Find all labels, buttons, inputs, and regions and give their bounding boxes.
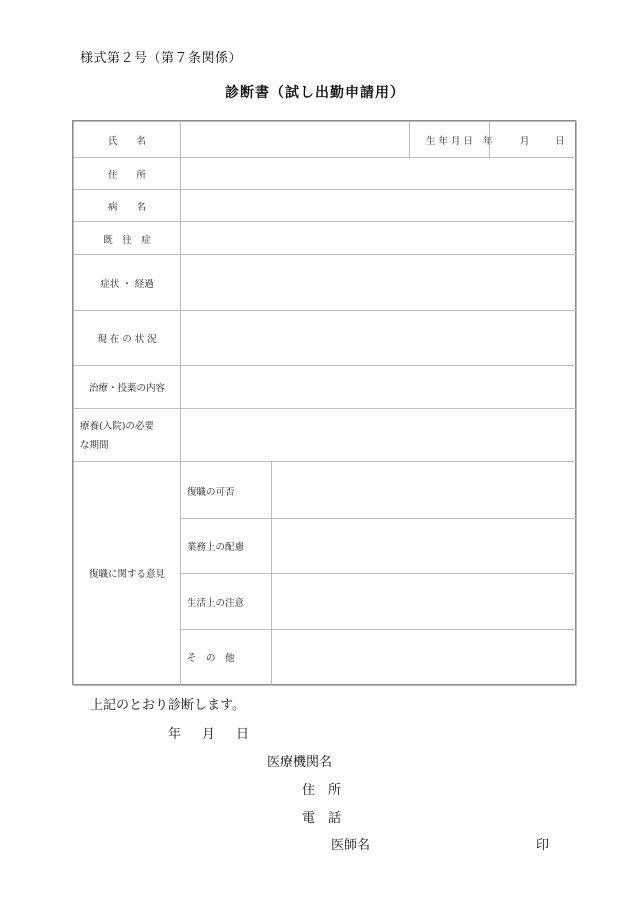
life-caution-label: 生活上の注意 xyxy=(187,598,245,609)
current-status-label: 現 在 の 状 況 xyxy=(97,334,157,345)
other-label: そ の 他 xyxy=(187,653,235,664)
form-number: 様式第２号（第７条関係） xyxy=(80,51,243,66)
disease-label: 病 名 xyxy=(107,202,146,213)
history-label: 既 往 症 xyxy=(103,235,151,246)
symptoms-label: 症状 ・ 経過 xyxy=(100,279,154,290)
doctor-name-label: 医師名 xyxy=(331,838,371,853)
document-title: 診断書（試し出勤申請用） xyxy=(225,85,405,101)
rest-label-line2: な期間 xyxy=(80,440,109,451)
footer-address-label: 住 所 xyxy=(302,783,342,798)
birth-year-unit: 年 xyxy=(483,136,493,147)
birth-day-unit: 日 xyxy=(555,136,565,147)
possibility-label: 復職の可否 xyxy=(187,487,235,498)
life-caution-value-cell[interactable] xyxy=(271,573,577,630)
address-value-cell[interactable] xyxy=(180,157,577,190)
birth-month-unit: 月 xyxy=(520,136,530,147)
work-consideration-value-cell[interactable] xyxy=(271,518,577,574)
possibility-value-cell[interactable] xyxy=(271,461,577,519)
return-opinion-label: 復職に関する意見 xyxy=(88,569,165,580)
date-month-unit: 月 xyxy=(202,727,216,742)
treatment-label: 治療・投薬の内容 xyxy=(88,383,165,394)
address-label: 住 所 xyxy=(107,170,146,181)
current-value-cell[interactable] xyxy=(180,310,577,366)
rest-label-line1: 療養(入院)の必要 xyxy=(80,421,154,432)
diagnosis-statement: 上記のとおり診断します。 xyxy=(90,698,245,713)
name-label: 氏 名 xyxy=(107,136,146,147)
disease-value-cell[interactable] xyxy=(180,189,577,222)
name-value-cell[interactable] xyxy=(180,121,410,158)
institution-label: 医療機関名 xyxy=(267,755,333,770)
footer-phone-label: 電 話 xyxy=(302,811,342,826)
rest-value-cell[interactable] xyxy=(180,408,577,462)
birth-date-label: 生 年 月 日 xyxy=(425,136,474,147)
rest-label-cell xyxy=(73,408,181,462)
work-consideration-label: 業務上の配慮 xyxy=(187,542,245,553)
history-value-cell[interactable] xyxy=(180,221,577,255)
date-year-unit: 年 xyxy=(168,727,182,742)
symptoms-value-cell[interactable] xyxy=(180,254,577,311)
treatment-value-cell[interactable] xyxy=(180,365,577,409)
other-value-cell[interactable] xyxy=(271,629,577,686)
diagnosis-table xyxy=(72,120,576,685)
seal-mark: 印 xyxy=(536,838,550,853)
date-day-unit: 日 xyxy=(236,727,250,742)
